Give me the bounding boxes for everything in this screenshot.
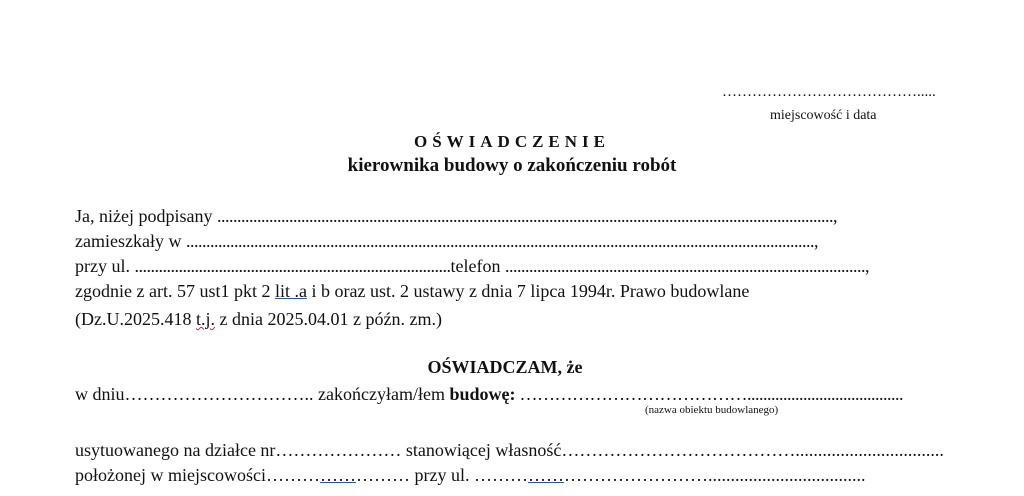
legal-basis-pre: zgodnie z art. 57 ust1 pkt 2 <box>75 281 275 301</box>
document-subtitle: kierownika budowy o zakończeniu robót <box>347 155 677 176</box>
phone-blank: .........................................................................................., <box>504 256 869 276</box>
plot-ownership-line: usytuowanego na działce nr………………… stanowiącej własność…………………………………................................. <box>75 440 944 460</box>
legal-basis-line <box>75 281 749 302</box>
declaration-heading: OŚWIADCZAM, że <box>427 357 583 377</box>
location-text-c: ……………………................................... <box>563 465 866 485</box>
location-underlined-a: …… <box>319 465 356 485</box>
object-name-caption: (nazwa obiektu budowlanego) <box>645 404 779 416</box>
residence-blank: ............................................................................................................................................................., <box>185 231 818 251</box>
construction-label: budowę: <box>449 384 516 404</box>
street-label: przy ul. <box>75 256 135 276</box>
location-street-line <box>75 465 865 486</box>
location-underlined-b: …… <box>527 465 564 485</box>
journal-post: z dnia 2025.04.01 z późn. zm.) <box>215 309 442 329</box>
street-blank: ............................................................................... <box>134 256 451 276</box>
lit-reference: lit .a <box>274 281 307 301</box>
signatory-name-line <box>75 206 837 227</box>
construction-blank: …………………………………....................................... <box>515 384 903 404</box>
signatory-name-label: Ja, niżej podpisany <box>75 206 217 226</box>
phone-label: telefon <box>450 256 505 276</box>
residence-line <box>75 231 818 252</box>
completion-date-text: w dniu………………………….. zakończyłam/łem <box>75 384 450 404</box>
journal-pre: (Dz.U.2025.418 <box>75 309 196 329</box>
street-phone-line <box>75 256 869 277</box>
completion-line <box>75 384 903 405</box>
location-text-a: położonej w miejscowości……… <box>75 465 320 485</box>
signatory-name-blank: .........................................................................................................................................................., <box>216 206 837 226</box>
residence-label: zamieszkały w <box>75 231 186 251</box>
place-date-dots: …………………………………..... <box>722 84 936 100</box>
location-text-b: ……… przy ul. ……… <box>355 465 528 485</box>
journal-reference-line <box>75 309 442 330</box>
place-date-label: miejscowość i data <box>770 108 877 123</box>
tj-abbreviation: t.j. <box>195 309 215 329</box>
legal-basis-post: i b oraz ust. 2 ustawy z dnia 7 lipca 1994r. Prawo budowlane <box>306 281 750 301</box>
document-title: OŚWIADCZENIE <box>413 132 611 151</box>
